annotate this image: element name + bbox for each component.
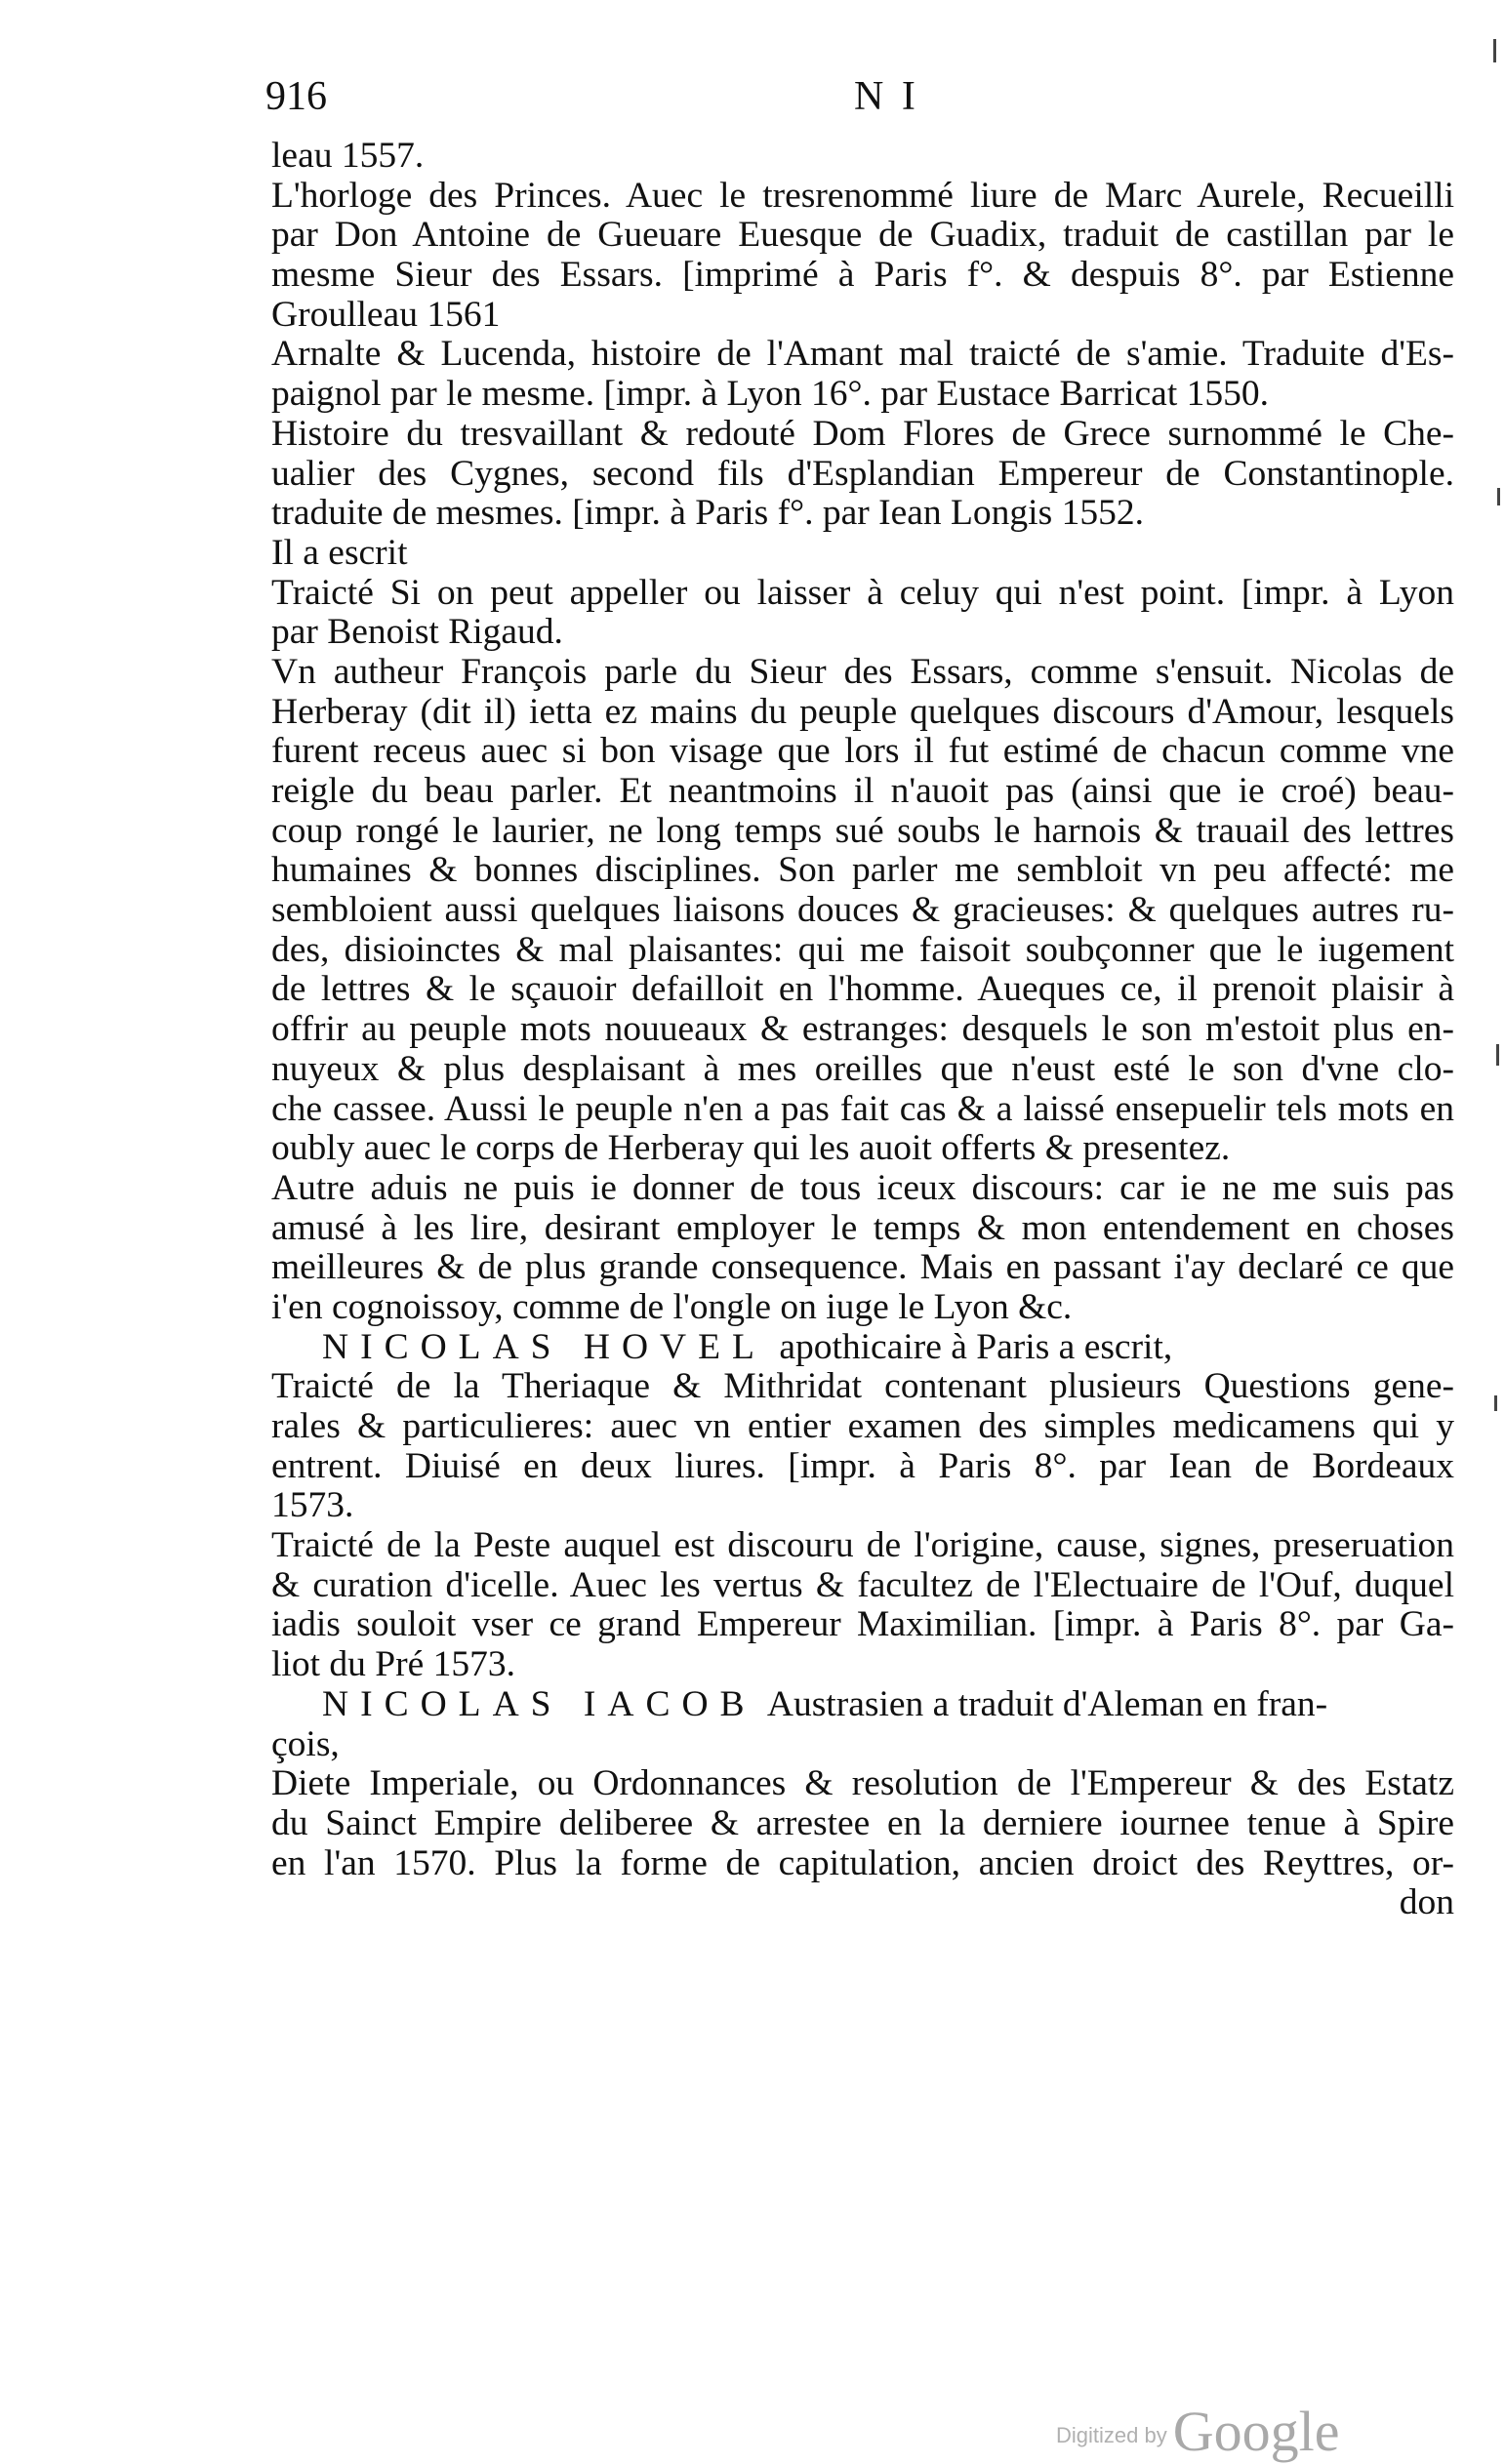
text-line: Vn autheur François parle du Sieur des Essars, comme s'ensuit. Nicolas de [271, 651, 1454, 692]
text-line: humaines & bonnes disciplines. Son parler me sembloit vn peu affecté: me [271, 850, 1454, 891]
margin-mark [1497, 488, 1500, 505]
text-line: reigle du beau parler. Et neantmoins il n'auoit pas (ainsi que ie croé) beau- [271, 771, 1454, 811]
entry-heading-line [271, 1328, 1454, 1368]
text-line: Traicté de la Theriaque & Mithridat contenant plusieurs Questions gene- [271, 1366, 1454, 1407]
text-line: furent receus auec si bon visage que lors il fut estimé de chacun comme vne [271, 731, 1454, 772]
text-line: des, disioinctes & mal plaisantes: qui me faisoit soubçonner que le iugement [271, 929, 1454, 970]
text-line: du Sainct Empire deliberee & arrestee en la derniere iournee tenue à Spire [271, 1802, 1454, 1843]
text-line: en l'an 1570. Plus la forme de capitulation, ancien droict des Reyttres, or- [271, 1842, 1454, 1883]
text-line: ualier des Cygnes, second fils d'Esplandian Empereur de Constantinople. [271, 453, 1454, 494]
text-line: Diete Imperiale, ou Ordonnances & resolution de l'Empereur & des Estatz [271, 1763, 1454, 1804]
entry-heading-line [271, 1685, 1454, 1725]
text-line: L'horloge des Princes. Auec le tresrenommé liure de Marc Aurele, Recueilli [271, 175, 1454, 216]
text-line: amusé à les lire, desirant employer le temps & mon entendement en choses [271, 1207, 1454, 1248]
author-name-hovel: NICOLAS HOVEL [322, 1326, 766, 1367]
text-line: par Don Antoine de Gueuare Euesque de Guadix, traduit de castillan par le [271, 215, 1454, 256]
digitized-by-watermark [1056, 2399, 1339, 2464]
text-line: Histoire du tresvaillant & redouté Dom Flores de Grece surnommé le Che- [271, 413, 1454, 454]
text-line: mesme Sieur des Essars. [imprimé à Paris f°. & despuis 8°. par Estienne [271, 255, 1454, 296]
text-line: iadis souloit vser ce grand Empereur Maximilian. [impr. à Paris 8°. par Ga- [271, 1604, 1454, 1645]
text-line: oubly auec le corps de Herberay qui les auoit offerts & presentez. [271, 1128, 1231, 1169]
text-line: traduite de mesmes. [impr. à Paris f°. par Iean Longis 1552. [271, 493, 1144, 534]
author-name-iacob: NICOLAS IACOB [322, 1683, 756, 1724]
text-line: Groulleau 1561 [271, 294, 501, 335]
text-line: liot du Pré 1573. [271, 1644, 515, 1685]
text-line: Autre aduis ne puis ie donner de tous iceux discours: car ie ne me suis pas [271, 1167, 1454, 1208]
entry-heading-text: apothicaire à Paris a escrit, [779, 1326, 1173, 1367]
text-line: Traicté Si on peut appeller ou laisser à celuy qui n'est point. [impr. à Lyon [271, 572, 1454, 613]
margin-mark [1494, 1395, 1497, 1411]
margin-mark [1496, 1044, 1499, 1066]
text-line: paignol par le mesme. [impr. à Lyon 16°. par Eustace Barricat 1550. [271, 374, 1269, 415]
text-line: de lettres & le sçauoir defailloit en l'homme. Aueques ce, il prenoit plaisir à [271, 969, 1454, 1010]
text-line: par Benoist Rigaud. [271, 612, 563, 653]
margin-mark [1493, 39, 1496, 62]
text-line: sembloient aussi quelques liaisons douces & gracieuses: & quelques autres ru- [271, 890, 1454, 931]
catchword-line: don [1399, 1882, 1454, 1923]
page-number: 916 [265, 74, 327, 119]
text-line: che cassee. Aussi le peuple n'en a pas fait cas & a laissé ensepuelir tels mots en [271, 1088, 1454, 1129]
text-line: Il a escrit [271, 532, 408, 573]
text-line: & curation d'icelle. Auec les vertus & facultez de l'Electuaire de l'Ouf, duquel [271, 1564, 1454, 1605]
text-line: leau 1557. [271, 136, 425, 176]
body-text [271, 137, 1454, 1923]
text-line: Traicté de la Peste auquel est discouru de l'origine, cause, signes, preseruation [271, 1525, 1454, 1566]
entry-heading-text: Austrasien a traduit d'Aleman en fran- [766, 1683, 1328, 1724]
google-logo-text: Google [1172, 2400, 1340, 2463]
text-line: rales & particulieres: auec vn entier examen des simples medicamens qui y [271, 1406, 1454, 1446]
text-line: nuyeux & plus desplaisant à mes oreilles que n'eust esté le son d'vne clo- [271, 1048, 1454, 1089]
running-head: N I [854, 74, 919, 119]
text-line: 1573. [271, 1485, 354, 1526]
text-line: Herberay (dit il) ietta ez mains du peuple quelques discours d'Amour, lesquels [271, 691, 1454, 732]
text-line: entrent. Diuisé en deux liures. [impr. à Paris 8°. par Iean de Bordeaux [271, 1445, 1454, 1486]
text-line: çois, [271, 1723, 340, 1764]
digitized-label: Digitized by [1056, 2423, 1167, 2447]
text-line: meilleures & de plus grande consequence. Mais en passant i'ay declaré ce que [271, 1247, 1454, 1288]
text-line: i'en cognoissoy, comme de l'ongle on iuge le Lyon &c. [271, 1286, 1073, 1327]
text-line: offrir au peuple mots nouueaux & estranges: desquels le son m'estoit plus en- [271, 1009, 1454, 1050]
text-line: Arnalte & Lucenda, histoire de l'Amant mal traicté de s'amie. Traduite d'Es- [271, 334, 1454, 375]
text-line: coup rongé le laurier, ne long temps sué soubs le harnois & trauail des lettres [271, 810, 1454, 851]
